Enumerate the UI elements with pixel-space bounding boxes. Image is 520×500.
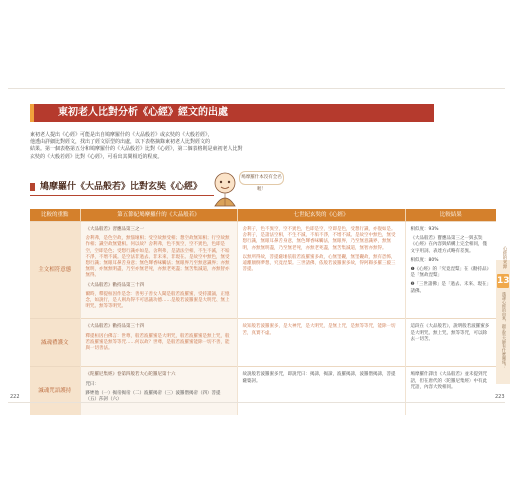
source-text: 咒曰： <box>85 381 99 387</box>
table-header-row <box>30 209 496 222</box>
page-number-right: 223 <box>495 394 505 400</box>
table-title-text: 鳩摩羅什《大品般若》比對玄奘《心經》 <box>40 182 203 192</box>
chapter-number: 13 <box>497 276 510 286</box>
result-cell <box>405 222 496 319</box>
page-edge-bottom <box>8 402 505 403</box>
xuanzang-cell <box>237 222 405 319</box>
source-text: 釋提桓因白佛言：世尊，般若波羅蜜是大明咒，般若波羅蜜是無上咒，般若波羅蜜是無等等咒……何以故？世尊，是般若波羅蜜能除一切不善，能與一切善法。 <box>85 333 230 352</box>
section-heading: 東初老人比對分析《心經》經文的出處 <box>58 107 228 118</box>
row-category: 滅魂咒語護持 <box>30 367 80 415</box>
kumarajiva-cell <box>80 319 237 367</box>
intro-line: 玄奘的《大般若經》比對《心經》，可看出其間相近的程度。 <box>30 153 163 160</box>
chapter-title-vertical: 漢譯心經的由來，跟玄奘大師有什麼關係？ <box>502 292 507 368</box>
source-text: 跢姪他（一）揭帝揭帝（二）波羅揭帝（三）波羅僧揭帝（四）菩提（五）莎訶（六） <box>85 390 221 403</box>
xuanzang-text: 故知般若波羅蜜多，是大神咒，是大明咒，是無上咒，是無等等咒，能除一切苦，真實不虛。 <box>242 324 396 336</box>
result-line: 這段在《大品般若》，說明般若波羅蜜多是大明咒、無上咒、無等等咒，可以除去一切苦。 <box>410 324 490 342</box>
page-number-left: 222 <box>10 394 20 400</box>
source-title: 《大品般若》勸持品第三十四 <box>85 324 144 330</box>
table-title <box>30 179 214 196</box>
xuanzang-text-2: 以無所得故，菩提薩埵依般若波羅蜜多故，心無罣礙，無罣礙故，無有恐怖，遠離顛倒夢想，究竟涅槃。三世諸佛，依般若波羅蜜多故，得阿耨多羅三藐三菩提。 <box>242 254 396 273</box>
result-line: ❷「三世諸佛」是「過去、未來、現在」諸佛。 <box>410 282 489 294</box>
header-cell: 第五節紀鳩摩羅什的《大品般若》 <box>80 209 237 222</box>
table-row <box>30 367 496 415</box>
result-line: 相似度：80% <box>410 257 439 263</box>
result-line: 《大品般若》寶應品第三之一與玄奘《心經》在內容與結構上完全相同，僅文字用詞、表達方式略有差異。 <box>410 236 487 254</box>
xuanzang-cell <box>237 319 405 367</box>
row-category: 滅魂禮護文 <box>30 319 80 367</box>
comparison-table <box>30 209 496 415</box>
kumarajiva-cell <box>80 222 237 319</box>
kumarajiva-cell <box>80 367 237 415</box>
xuanzang-text: 舍利子，色不異空，空不異色，色即是空，空即是色，受想行識，亦復如是。舍利子，是諸法空相，不生不滅，不垢不淨，不增不減。是故空中無色，無受想行識，無眼耳鼻舌身意，無色聲香味觸法，無眼界，乃至無意識界，無無明，亦無無明盡，乃至無老死，亦無老死盡，無苦集滅道，無智亦無得。 <box>242 227 396 251</box>
table-row <box>30 319 496 367</box>
result-line: 鳩摩羅什譯出《大品般若》並未提到咒語，但在唐代的〈陀羅尼集經〉中有此咒語，內容大致相同。 <box>410 372 487 390</box>
header-cell: 比較結果 <box>405 209 496 222</box>
source-title: 《大品般若》習應品第三之一 <box>85 227 144 232</box>
source-title: 《陀羅尼集經》卷第四般若大心陀羅尼第十六 <box>85 372 176 378</box>
result-cell <box>405 319 496 367</box>
speech-bubble: 鳩摩羅什本沒有全名喔！ <box>239 171 284 185</box>
intro-paragraph <box>30 132 430 161</box>
result-cell <box>405 367 496 415</box>
xuanzang-cell <box>237 367 405 415</box>
result-line: ❶《心經》的「究竟涅槃」在《勸持品》是「無故涅槃」 <box>410 267 489 279</box>
side-tab-label: 心經的來源 <box>502 246 507 269</box>
intro-line: 結果。第一個表格第五分和鳩摩羅什的《大品般若》比對《心經》，第二個表格則是東初老人比對 <box>30 146 243 153</box>
intro-line: 他透由詳細比對經文，找出了經文原型的出處，以下表格摘錄東初老人比對經文的 <box>30 139 211 146</box>
result-line: 相似度：93% <box>410 227 439 232</box>
title-marker <box>30 183 35 191</box>
table-row <box>30 222 496 319</box>
source-text: 舍利弗，是色空故，無惱壞相；受空故無受相；想空故無知相；行空故無作相；識空故無覺相。何以故？舍利弗，色不異空，空不異色，色即是空，空即是色；受想行識亦如是。舍利弗，是諸法空相，不生不滅，不垢不淨，不增不減。是空法非過去、非未來、非現在。是故空中無色，無受想行識；無眼耳鼻舌身意；無色聲香味觸法；無眼界乃至無意識界；亦無無明，亦無無明盡，乃至亦無老死，亦無老死盡；無苦集滅道，亦無智亦無得。 <box>85 236 230 279</box>
source-text: 爾時，釋提桓因作是念：善男子善女人聞是般若波羅蜜，受持讀誦，正憶念，如說行，是人則為得不可思議功德……是般若波羅蜜是大明咒、無上明咒、無等等明咒。 <box>85 291 230 310</box>
intro-line: 東初老人提出《心經》可能是出自鳩摩羅什的《大品般若》或玄奘的《大般若經》， <box>30 132 213 138</box>
page-edge-top <box>8 88 505 89</box>
header-cell: 比較的重點 <box>30 209 80 222</box>
heading-accent <box>30 104 34 122</box>
row-category: 主文相符意態 <box>30 222 80 319</box>
header-cell: 七世紀玄奘的《心經》 <box>237 209 405 222</box>
xuanzang-text: 故說般若波羅蜜多咒，即說咒曰：揭諦，揭諦，波羅揭諦，波羅僧揭諦，菩提薩婆訶。 <box>242 372 396 384</box>
source-title: 《大品般若》勸持品第三十四 <box>85 282 144 288</box>
